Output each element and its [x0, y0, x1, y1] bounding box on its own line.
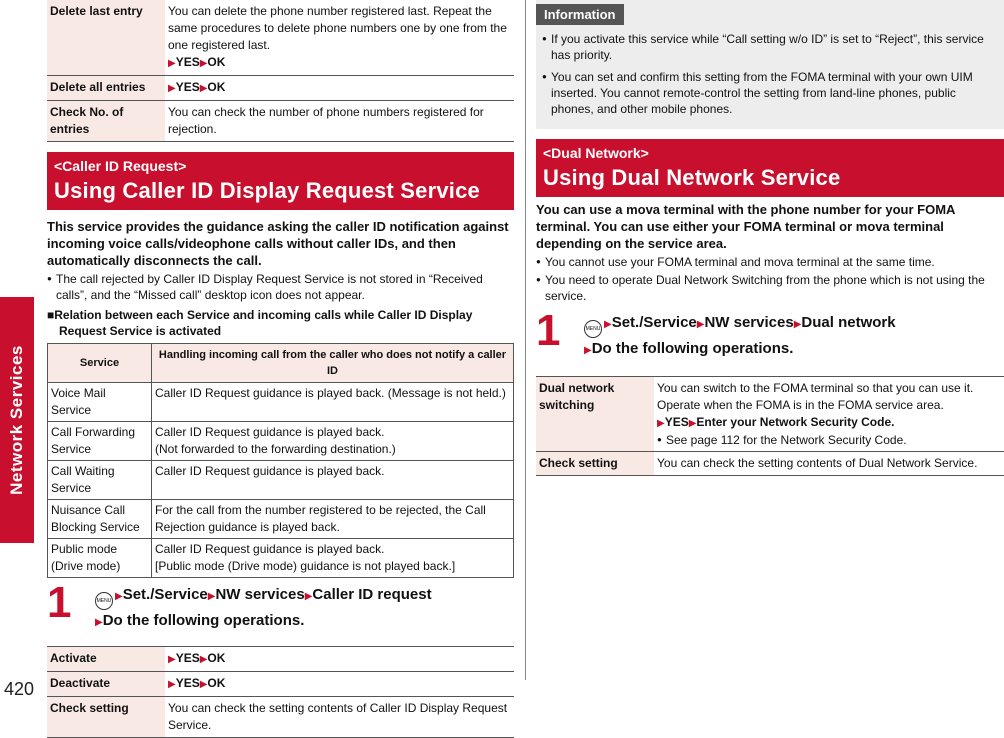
section-tab-label: Network Services	[7, 345, 26, 495]
service-table	[47, 343, 514, 578]
banner-title: Using Dual Network Service	[543, 165, 841, 190]
operation-path: ▶YES▶OK	[165, 672, 514, 697]
table-row	[536, 452, 1004, 476]
table-row	[48, 500, 514, 539]
caller-id-banner	[47, 152, 514, 210]
information-box	[536, 0, 1004, 129]
bullet: ● The call rejected by Caller ID Display Request Service is not stored in “Received calls”, and the “Missed call” desktop icon does not appear.	[47, 271, 514, 303]
row-key: Deactivate	[47, 672, 165, 697]
relation-heading: ■Relation between each Service and incoming calls while Caller ID Display Request Service is activated	[47, 308, 473, 338]
row-key: Dual network switching	[536, 377, 654, 452]
step-instructions: MENU ▶Set./Service▶NW services▶Caller ID request ▶Do the following operations.	[95, 586, 432, 629]
row-desc: You can check the setting contents of Dual Network Service.	[654, 452, 1004, 476]
handling-cell: Caller ID Request guidance is played back. (Message is not held.)	[152, 383, 514, 422]
handling-cell: Caller ID Request guidance is played back. (Not forwarded to the forwarding destination.)	[152, 422, 514, 461]
operation-path: ▶YES▶OK	[168, 55, 226, 69]
menu-key-icon: MENU	[584, 320, 602, 338]
table-row	[47, 101, 514, 142]
dual-network-options-table	[536, 376, 1004, 476]
table-row	[47, 647, 514, 672]
step-number: 1	[47, 578, 72, 627]
table-row	[47, 76, 514, 101]
row-desc: You can switch to the FOMA terminal so that you can use it. Operate when the FOMA is in the FOMA service area. ▶YES▶Enter your Network Security Code. ● See page 112 for the Network Security Code.	[654, 377, 1004, 452]
banner-tag: <Dual Network>	[543, 145, 649, 161]
table-row	[47, 0, 514, 76]
operation-path: ▶YES▶Enter your Network Security Code.	[657, 415, 895, 429]
handling-cell: For the call from the number registered to be rejected, the Call Rejection guidance is played back.	[152, 500, 514, 539]
delete-options-table	[47, 0, 514, 142]
dual-network-banner	[536, 139, 1004, 197]
service-cell: Voice Mail Service	[48, 383, 152, 422]
row-key: Check setting	[536, 452, 654, 476]
row-key: Check No. of entries	[47, 101, 165, 142]
table-row	[47, 672, 514, 697]
row-desc: You can delete the phone number registered last. Repeat the same procedures to delete phone numbers one by one from the one registered last. ▶YES▶OK	[165, 0, 514, 76]
banner-title: Using Caller ID Display Request Service	[54, 178, 480, 203]
table-row	[47, 697, 514, 738]
step-1	[536, 306, 1004, 362]
column-header: Service	[48, 344, 152, 383]
table-row	[536, 377, 1004, 452]
bullet: ● See page 112 for the Network Security Code.	[657, 432, 1001, 448]
service-cell: Nuisance Call Blocking Service	[48, 500, 152, 539]
row-key: Check setting	[47, 697, 165, 738]
caller-id-options-table	[47, 646, 514, 738]
step-instructions: MENU ▶Set./Service▶NW services▶Dual network ▶Do the following operations.	[584, 314, 896, 357]
table-row	[48, 422, 514, 461]
row-key: Delete all entries	[47, 76, 165, 101]
bullet: ● You can set and confirm this setting from the FOMA terminal with your own UIM inserted. You cannot remote-control the setting from land-line phones, public phones, and other mobile phones.	[542, 69, 998, 117]
bullet: ● If you activate this service while “Call setting w/o ID” is set to “Reject”, this service has priority.	[542, 31, 998, 63]
handling-cell: Caller ID Request guidance is played back.	[152, 461, 514, 500]
service-cell: Call Waiting Service	[48, 461, 152, 500]
handling-cell: Caller ID Request guidance is played back. [Public mode (Drive mode) guidance is not played back.]	[152, 539, 514, 578]
operation-path: ▶YES▶OK	[165, 647, 514, 672]
table-header-row	[48, 344, 514, 383]
bullet: ● You need to operate Dual Network Switching from the phone which is not using the service.	[536, 272, 1004, 304]
banner-tag: <Caller ID Request>	[54, 158, 187, 174]
service-cell: Public mode (Drive mode)	[48, 539, 152, 578]
row-desc: You can check the number of phone numbers registered for rejection.	[165, 101, 514, 142]
row-key: Activate	[47, 647, 165, 672]
left-column	[47, 0, 514, 738]
operation-path: ▶YES▶OK	[165, 76, 514, 101]
service-cell: Call Forwarding Service	[48, 422, 152, 461]
row-key: Delete last entry	[47, 0, 165, 76]
column-divider	[525, 0, 526, 680]
table-row	[48, 539, 514, 578]
bullet: ● You cannot use your FOMA terminal and mova terminal at the same time.	[536, 254, 1004, 270]
row-desc: You can check the setting contents of Caller ID Display Request Service.	[165, 697, 514, 738]
step-1	[47, 578, 514, 634]
lead-text: This service provides the guidance asking the caller ID notification against incoming voice calls/videophone calls without caller IDs, and then automatically disconnects the call.	[47, 219, 509, 268]
lead-text: You can use a mova terminal with the phone number for your FOMA terminal. You can use either your FOMA terminal or mova terminal depending on the service area.	[536, 202, 955, 251]
table-row	[48, 461, 514, 500]
right-column	[536, 0, 1004, 476]
table-row	[48, 383, 514, 422]
page-number: 420	[4, 679, 35, 699]
information-label: Information	[536, 4, 624, 25]
step-number: 1	[536, 306, 561, 355]
menu-key-icon: MENU	[95, 592, 113, 610]
column-header: Handling incoming call from the caller who does not notify a caller ID	[152, 344, 514, 383]
